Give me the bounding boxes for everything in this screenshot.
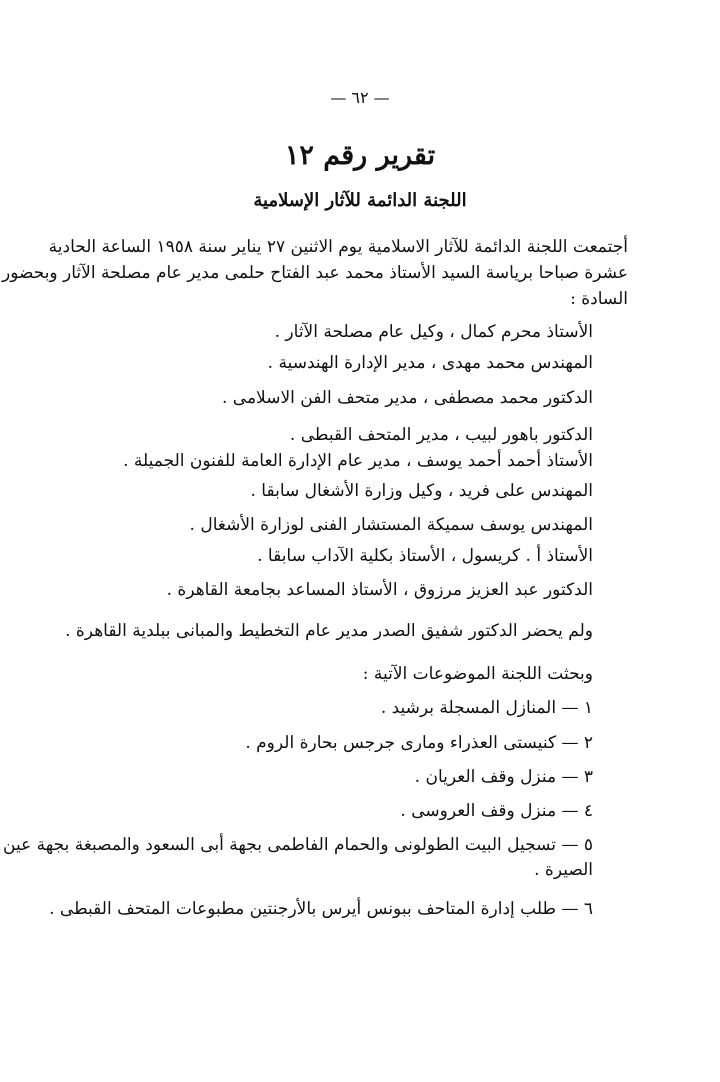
absent-note: ولم يحضر الدكتور شفيق الصدر مدير عام التخطيط والمبانى ببلدية القاهرة . bbox=[65, 621, 593, 641]
member-2: المهندس محمد مهدى ، مدير الإدارة الهندسية . bbox=[267, 353, 593, 373]
intro-line-1: أجتمعت اللجنة الدائمة للآثار الاسلامية يوم الاثنين ٢٧ يناير سنة ١٩٥٨ الساعة الحادية bbox=[48, 237, 628, 257]
committee-subtitle: اللجنة الدائمة للآثار الإسلامية bbox=[253, 190, 467, 211]
page-number: — ٦٢ — bbox=[330, 88, 390, 107]
member-1: الأستاذ محرم كمال ، وكيل عام مصلحة الآثار . bbox=[274, 322, 593, 342]
member-9: الدكتور عبد العزيز مرزوق ، الأستاذ المساعد بجامعة القاهرة . bbox=[166, 580, 593, 600]
member-7: المهندس يوسف سميكة المستشار الفنى لوزارة الأشغال . bbox=[189, 515, 593, 535]
member-8: الأستاذ أ . كريسول ، الأستاذ بكلية الآداب سابقا . bbox=[257, 546, 593, 566]
topic-5-continued: الصيرة . bbox=[534, 860, 593, 880]
topic-6: ٦ — طلب إدارة المتاحف ببونس أيرس بالأرجنتين مطبوعات المتحف القبطى . bbox=[49, 899, 593, 919]
member-4: الدكتور باهور لبيب ، مدير المتحف القبطى . bbox=[289, 425, 593, 445]
topic-3: ٣ — منزل وقف العريان . bbox=[414, 767, 593, 787]
member-5: الأستاذ أحمد أحمد يوسف ، مدير عام الإدارة العامة للفنون الجميلة . bbox=[123, 451, 593, 471]
intro-line-3: السادة : bbox=[570, 289, 628, 309]
topic-2: ٢ — كنيستى العذراء ومارى جرجس بحارة الروم . bbox=[245, 733, 593, 753]
member-6: المهندس على فريد ، وكيل وزارة الأشغال سابقا . bbox=[250, 481, 593, 501]
topic-4: ٤ — منزل وقف العروسى . bbox=[400, 801, 593, 821]
intro-line-2: عشرة صباحا برياسة السيد الأستاذ محمد عبد الفتاح حلمى مدير عام مصلحة الآثار وبحضور bbox=[1, 263, 628, 283]
topics-intro: وبحثت اللجنة الموضوعات الآتية : bbox=[362, 664, 593, 684]
topic-5: ٥ — تسجيل البيت الطولونى والحمام الفاطمى بجهة أبى السعود والمصبغة بجهة عين bbox=[3, 835, 593, 855]
report-title: تقرير رقم ١٢ bbox=[284, 140, 436, 171]
member-3: الدكتور محمد مصطفى ، مدير متحف الفن الاسلامى . bbox=[221, 388, 593, 408]
topic-1: ١ — المنازل المسجلة برشيد . bbox=[380, 698, 593, 718]
